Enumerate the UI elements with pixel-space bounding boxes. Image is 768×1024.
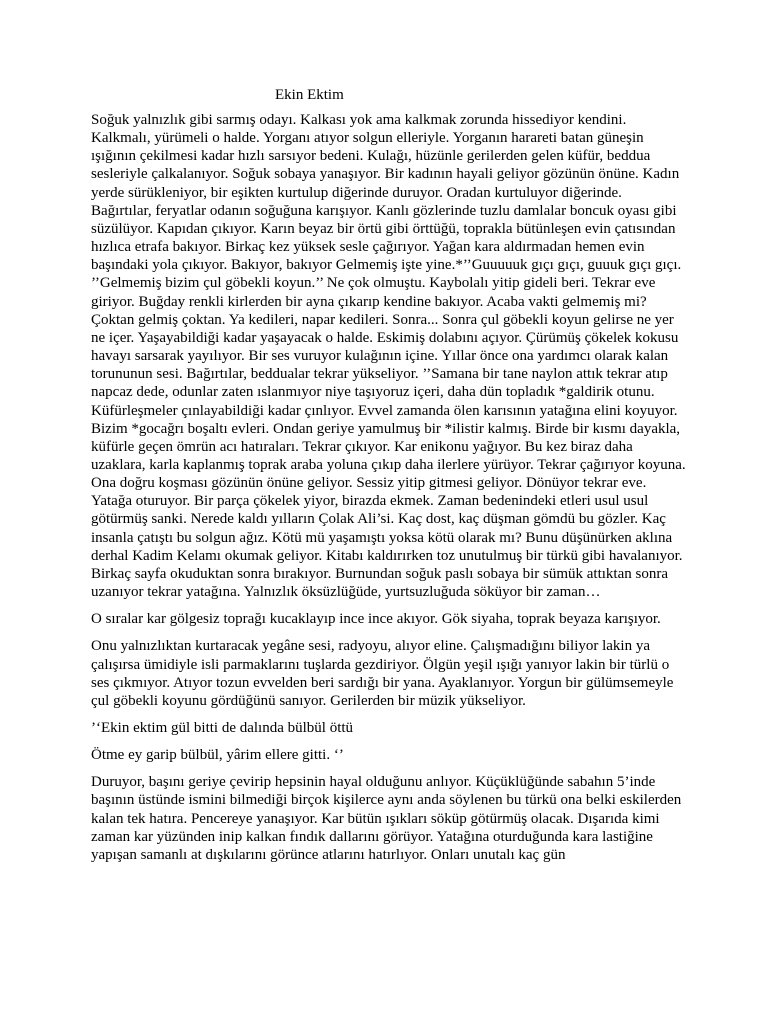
paragraph-1: Soğuk yalnızlık gibi sarmış odayı. Kalkası yok ama kalkmak zorunda hissediyor kendini. Kalkmalı, yürümeli o halde. Yorganı atıyor solgun elleriyle. Yorganın harareti batan güneşin ışığının çekilmesi kadar hızlı sarsıyor bedeni. Kulağı, hüzünle gerilerden gelen küfür, beddua sesleriyle çalkalanıyor. Soğuk sobaya yanaşıyor. Bir kadının hayali geliyor gözünün önüne. Kadın yerde sürükleniyor, bir eşikten kurtulup diğerinde duruyor. Oradan kurtuluyor diğerinde. Bağırtılar, feryatlar odanın soğuğuna karışıyor. Kanlı gözlerinde tuzlu damlalar boncuk oyası gibi süzülüyor. Kapıdan çıkıyor. Karın beyaz bir örtü gibi örttüğü, toprakla bütünleşen evin çatısından hızlıca etrafa bakıyor. Birkaç kez yüksek sesle çağırıyor. Yağan kara aldırmadan hemen evin başındaki yola çıkıyor. Bakıyor, bakıyor Gelmemiş işte yine.*’’Guuuuuk gıçı gıçı, guuuk gıçı gıçı. ’’Gelmemiş bizim çul göbekli koyun.’’ Ne çok olmuştu. Kaybolalı yitip gideli beri. Tekrar eve giriyor. Buğday renkli kirlerden bir ayna çıkarıp kendine bakıyor. Acaba vakti gelmemiş mi? Çoktan gelmiş çoktan. Ya kedileri, napar kedileri. Sonra... Sonra çul göbekli koyun gelirse ne yer ne içer. Yaşayabildiği kadar yaşayacak o halde. Eskimiş dolabını açıyor. Çürümüş çökelek kokusu havayı sarsarak yayılıyor. Bir ses vuruyor kulağının içine. Yıllar önce ona yardımcı olarak kalan torununun sesi. Bağırtılar, beddualar tekrar yükseliyor. ’’Samana bir tane naylon attık tekrar atıp napcaz dede, odunlar zaten ıslanmıyor niye taşıyoruz içeri, daha dün topladık *galdirik otunu. Küfürleşmeler çınlayabildiği kadar çınlıyor. Evvel zamanda ölen karısının yatağına elini koyuyor. Bizim *gocağrı boşaltı evleri. Ondan geriye yamulmuş bir *ilistir kalmış. Birde bir kısmı dayakla, küfürle geçen ömrün acı hatıraları. Tekrar çıkıyor. Kar enikonu yağıyor. Bu kez biraz daha uzaklara, karla kaplanmış toprak araba yoluna çıkıp daha ilerlere yürüyor. Tekrar çağırıyor koyuna. Ona doğru koşması gözünün önüne geliyor. Sessiz yitip gitmesi geliyor. Dönüyor tekrar eve. Yatağa oturuyor. Bir parça çökelek yiyor, birazda ekmek. Zaman bedenindeki etleri usul usul götürmüş sanki. Nerede kaldı yılların Çolak Ali’si. Kaç dost, kaç düşman gömdü bu gözler. Kaç insanla çatıştı bu solgun ağız. Kötü mü yaşamıştı yoksa kötü olarak mı? Bunu düşünürken aklına derhal Kadim Kelamı okumak geliyor. Kitabı kaldırırken toz unutulmuş bir türkü gibi havalanıyor. Birkaç sayfa okuduktan sonra bırakıyor. Burnundan soğuk paslı sobaya bir sümük attıktan sonra uzanıyor tekrar yatağına. Yalnızlık öksüzlüğüde, yurtsuzluğuda söküyor bir zaman…	[91, 112, 686, 601]
song-line-1: ’‘Ekin ektim gül bitti de dalında bülbül öttü	[91, 720, 354, 736]
paragraph-3: Onu yalnızlıktan kurtaracak yegâne sesi, radyoyu, alıyor eline. Çalışmadığını biliyor lakin ya çalışırsa ümidiyle isli parmaklarını tuşlarda gezdiriyor. Ölgün yeşil ışığı yanıyor lakin bir türlü o ses çıkmıyor. Atıyor tozun evvelden beri sardığı bir yana. Ayaklanıyor. Yorgun bir gülümsemeyle çul göbekli koyunu gördüğünü sanıyor. Gerilerden bir müzik yükseliyor.	[91, 638, 674, 709]
document-title: Ekin Ektim	[275, 87, 344, 103]
paragraph-4: Duruyor, başını geriye çevirip hepsinin hayal olduğunu anlıyor. Küçüklüğünde sabahın 5’inde başının üstünde ismini bilmediği birçok kişilerce aynı anda söylenen bu türkü ona belki eskilerden kalan tek hatıra. Pencereye yanaşıyor. Kar bütün ışıkları söküp götürmüş olacak. Dışarıda kimi zaman kar yüzünden inip kalkan fındık dallarını görüyor. Yatağına oturduğunda kara lastiğine yapışan samanlı at dışkılarını görünce atlarını hatırlıyor. Onları unutalı kaç gün	[91, 774, 682, 863]
document-body	[91, 111, 686, 873]
paragraph-2: O sıralar kar gölgesiz toprağı kucaklayıp ince ince akıyor. Gök siyaha, toprak beyaza karışıyor.	[91, 611, 661, 628]
song-line-2: Ötme ey garip bülbül, yârim ellere gitti. ‘’	[91, 747, 344, 764]
